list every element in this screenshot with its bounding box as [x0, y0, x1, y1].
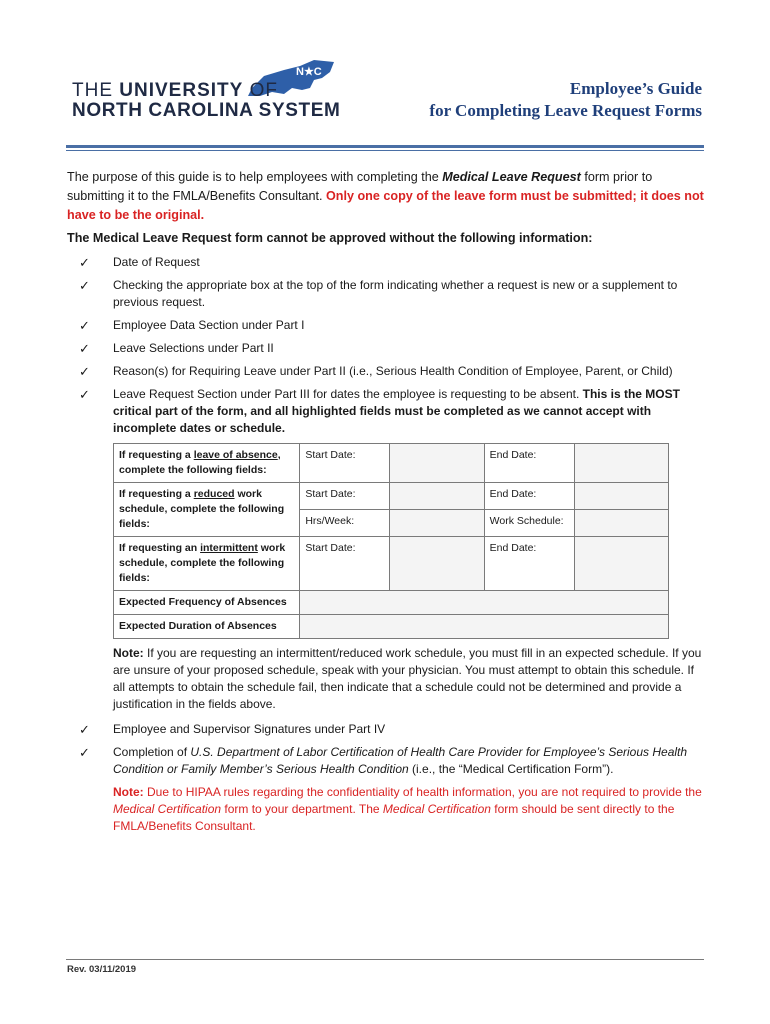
expected-duration-field[interactable]	[300, 615, 669, 639]
work-schedule-field[interactable]	[574, 510, 668, 537]
intro-red-text: Only one copy of the leave form must be submitted; it does not have to be the original.	[67, 189, 704, 222]
checklist-item	[67, 363, 707, 380]
note-label: Note:	[113, 785, 144, 799]
end-date-field[interactable]	[574, 537, 668, 591]
checklist-item-post: (i.e., the “Medical Certification Form”).	[408, 762, 614, 776]
header-rule	[66, 145, 704, 148]
intro-paragraph	[67, 168, 707, 225]
title-line-1: Employee’s Guide	[569, 79, 702, 98]
check-icon: ✓	[79, 278, 90, 293]
start-date-field[interactable]	[390, 444, 484, 483]
check-icon: ✓	[79, 255, 90, 270]
checklist-item-text: Employee Data Section under Part I	[113, 318, 305, 332]
table-row	[114, 444, 669, 483]
checklist-item-text: Date of Request	[113, 255, 200, 269]
note-text-3: form should be sent directly to the FMLA/Benefits Consultant.	[113, 802, 675, 833]
checklist-item-text: Checking the appropriate box at the top of the form indicating whether a request is new or a supplement to previous request.	[113, 278, 678, 309]
end-date-field[interactable]	[574, 444, 668, 483]
intro-part1: The purpose of this guide is to help employees with completing the	[67, 170, 443, 184]
row-label-intermittent	[114, 537, 300, 591]
expected-frequency-field[interactable]	[300, 591, 669, 615]
checklist-item	[67, 386, 707, 437]
intro-part2: form prior to submitting it to the FMLA/Benefits Consultant.	[67, 170, 653, 203]
start-date-field[interactable]	[390, 537, 484, 591]
check-icon: ✓	[79, 722, 90, 737]
footer-rule	[66, 959, 704, 960]
checklist-item	[67, 277, 707, 311]
row-label-reduced	[114, 483, 300, 537]
note-text-2: form to your department. The	[221, 802, 383, 816]
hrs-week-label: Hrs/Week:	[300, 510, 390, 537]
logo-line-2: NORTH CAROLINA SYSTEM	[72, 100, 341, 121]
header-rule-thin	[66, 150, 704, 151]
leave-request-table	[113, 443, 669, 639]
unc-system-logo	[72, 60, 342, 120]
start-date-label: Start Date:	[300, 483, 390, 510]
hrs-week-field[interactable]	[390, 510, 484, 537]
checklist-item-text: Leave Selections under Part II	[113, 341, 274, 355]
row-label-pre: If requesting an	[119, 542, 201, 554]
certification-form-name: U.S. Department of Labor Certification of Health Care Provider for Employee’s Serious Health Condition or Family Member’s Serious Health Condition	[113, 745, 688, 776]
checklist-item-text: Employee and Supervisor Signatures under Part IV	[113, 722, 386, 736]
row-label-post: work schedule, complete the following fields:	[119, 488, 285, 530]
title-line-2: for Completing Leave Request Forms	[429, 101, 702, 120]
logo-line1-c: OF	[243, 80, 278, 101]
table-row	[114, 537, 669, 591]
logo-map-text: N★C	[296, 66, 322, 78]
note-italic-2: Medical Certification	[382, 802, 491, 816]
leave-item-text: Leave Request Section under Part III for dates the employee is requesting to be absent.	[113, 387, 583, 401]
row-label-underlined: intermittent	[200, 542, 258, 554]
note-label: Note:	[113, 646, 144, 660]
end-date-label: End Date:	[484, 444, 574, 483]
schedule-note	[113, 645, 707, 713]
check-icon: ✓	[79, 341, 90, 356]
row-label-underlined: reduced	[193, 488, 235, 500]
logo-line1-b: UNIVERSITY	[119, 80, 244, 101]
checklist-item	[67, 721, 707, 738]
start-date-label: Start Date:	[300, 444, 390, 483]
check-icon: ✓	[79, 745, 90, 760]
work-schedule-label: Work Schedule:	[484, 510, 574, 537]
note-text-1: Due to HIPAA rules regarding the confidentiality of health information, you are not required to provide the	[143, 785, 702, 799]
row-label-pre: If requesting a	[119, 488, 194, 500]
expected-frequency-label: Expected Frequency of Absences	[114, 591, 300, 615]
row-label-post: , complete the following fields:	[119, 449, 281, 476]
requirements-checklist	[67, 254, 707, 437]
requirements-checklist-continued	[67, 721, 707, 778]
check-icon: ✓	[79, 387, 90, 402]
intro-form-name: Medical Leave Request	[442, 170, 581, 184]
document-body	[67, 168, 707, 843]
check-icon: ✓	[79, 318, 90, 333]
row-label-post: work schedule, complete the following fields:	[119, 542, 286, 584]
note-italic-1: Medical Certification	[113, 802, 222, 816]
start-date-field[interactable]	[390, 483, 484, 510]
logo-line-1	[72, 80, 278, 102]
requirements-heading: The Medical Leave Request form cannot be approved without the following information:	[67, 231, 593, 245]
table-row	[114, 615, 669, 639]
row-label-leave-of-absence	[114, 444, 300, 483]
document-title	[429, 78, 702, 122]
table-row	[114, 591, 669, 615]
check-icon: ✓	[79, 364, 90, 379]
checklist-item	[67, 340, 707, 357]
hipaa-note	[113, 784, 707, 835]
checklist-item-text: Completion of	[113, 745, 191, 759]
table-row	[114, 483, 669, 510]
end-date-label: End Date:	[484, 483, 574, 510]
checklist-item-text: Reason(s) for Requiring Leave under Part II (i.e., Serious Health Condition of Employee, Parent, or Child)	[113, 364, 673, 378]
row-label-underlined: leave of absence	[193, 449, 278, 461]
end-date-field[interactable]	[574, 483, 668, 510]
checklist-item	[67, 317, 707, 334]
expected-duration-label: Expected Duration of Absences	[114, 615, 300, 639]
note-text: If you are requesting an intermittent/reduced work schedule, you must fill in an expected schedule. If you are unsure of your proposed schedule, speak with your physician. You must attempt to obtain this schedule. If all attempts to obtain the schedule fail, then indicate that a schedule could not be determined and provide a justification in the fields above.	[113, 646, 702, 711]
leave-item-bold: This is the MOST critical part of the form, and all highlighted fields must be completed as we cannot accept with incomplete dates or schedule.	[113, 387, 680, 435]
start-date-label: Start Date:	[300, 537, 390, 591]
logo-line1-a: THE	[72, 80, 120, 101]
checklist-item	[67, 254, 707, 271]
revision-date: Rev. 03/11/2019	[67, 964, 137, 975]
checklist-item	[67, 744, 707, 778]
row-label-pre: If requesting a	[119, 449, 194, 461]
end-date-label: End Date:	[484, 537, 574, 591]
